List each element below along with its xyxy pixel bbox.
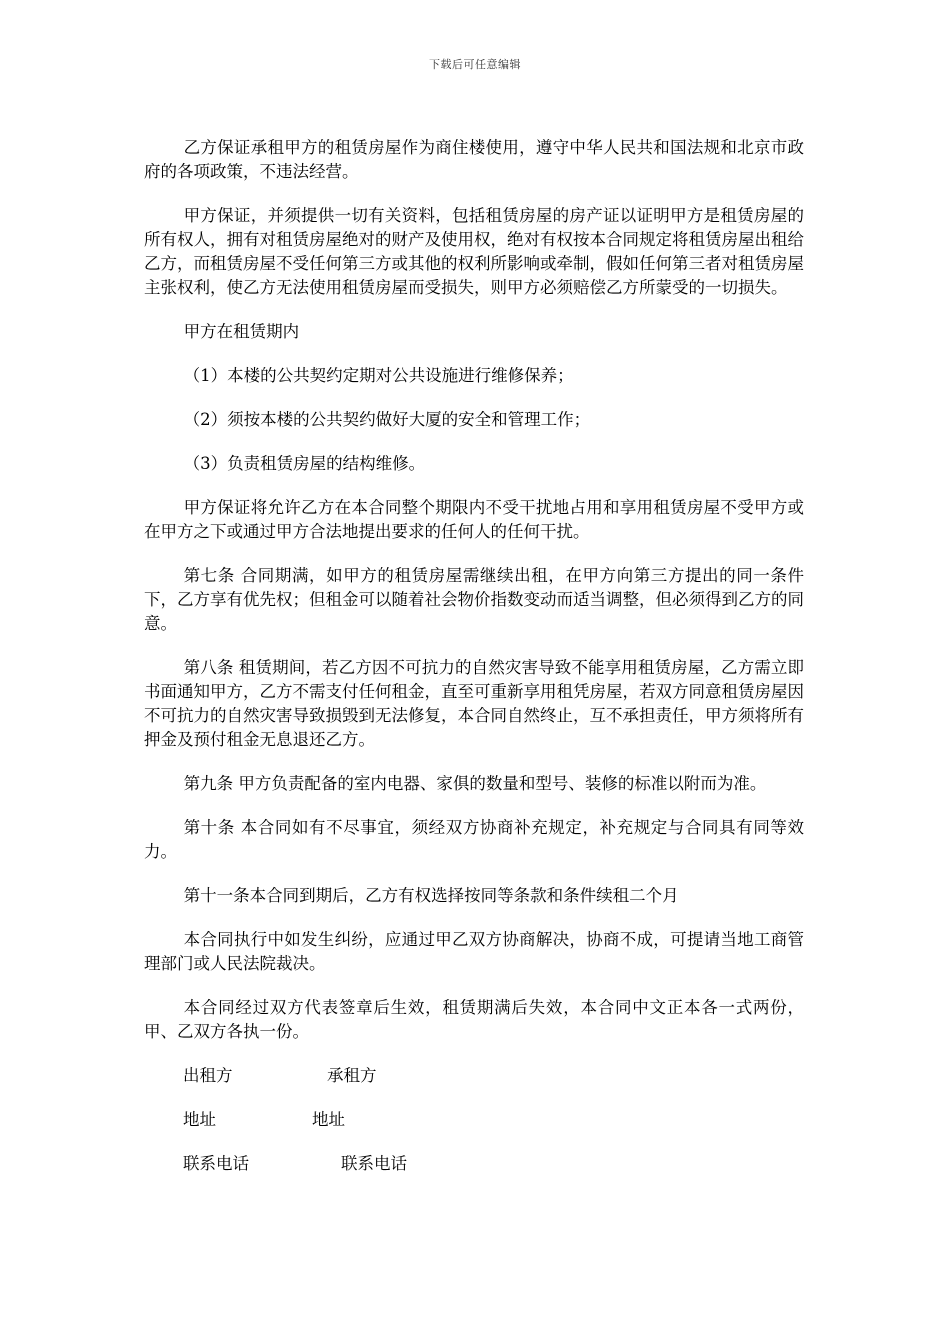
clause-paragraph: 甲方保证将允许乙方在本合同整个期限内不受干扰地占用和享用租赁房屋不受甲方或在甲方之下或通过甲方合法地提出要求的任何人的任何干扰。 [144,498,804,541]
clause-article-9: 第九条 甲方负责配备的室内电器、家俱的数量和型号、装修的标准以附而为准。 [183,774,767,793]
clause-paragraph: 甲方在租赁期内 [183,322,300,341]
clause-paragraph: 本合同经过双方代表签章后生效，租赁期满后失效，本合同中文正本各一式两份，甲、乙双方各执一份。 [144,998,804,1041]
page-header-note: 下载后可任意编辑 [429,58,521,71]
list-item: （1）本楼的公共契约定期对公共设施进行维修保养； [183,366,574,385]
lessee-phone-label: 联系电话 [341,1154,407,1173]
clause-paragraph: 甲方保证，并须提供一切有关资料，包括租赁房屋的房产证以证明甲方是租赁房屋的所有权人，拥有对租赁房屋绝对的财产及使用权，绝对有权按本合同规定将租赁房屋出租给乙方，而租赁房屋不受任何第三方或其他的权利所影响或牵制，假如任何第三者对租赁房屋主张权利，使乙方无法使用租赁房屋而受损失，则甲方必须赔偿乙方所蒙受的一切损失。 [144,206,804,297]
clause-article-10: 第十条 本合同如有不尽事宜，须经双方协商补充规定，补充规定与合同具有同等效力。 [144,818,804,861]
clause-paragraph: 乙方保证承租甲方的租赁房屋作为商住楼使用，遵守中华人民共和国法规和北京市政府的各项政策，不违法经营。 [144,138,804,181]
list-item: （3）负责租赁房屋的结构维修。 [183,454,426,473]
clause-article-7: 第七条 合同期满，如甲方的租赁房屋需继续出租，在甲方向第三方提出的同一条件下，乙方享有优先权；但租金可以随着社会物价指数变动而适当调整，但必须得到乙方的同意。 [144,566,804,633]
clause-article-11: 第十一条本合同到期后，乙方有权选择按同等条款和条件续租二个月 [183,886,679,905]
lessor-address-label: 地址 [183,1110,216,1129]
lessee-label: 承租方 [327,1066,377,1085]
list-item: （2）须按本楼的公共契约做好大厦的安全和管理工作； [183,410,591,429]
clause-paragraph: 本合同执行中如发生纠纷，应通过甲乙双方协商解决，协商不成，可提请当地工商管理部门或人民法院裁决。 [144,930,804,973]
clause-article-8: 第八条 租赁期间，若乙方因不可抗力的自然灾害导致不能享用租赁房屋，乙方需立即书面通知甲方，乙方不需支付任何租金，直至可重新享用租凭房屋，若双方同意租赁房屋因不可抗力的自然灾害导致损毁到无法修复，本合同自然终止，互不承担责任，甲方须将所有押金及预付租金无息退还乙方。 [144,658,804,749]
lessee-address-label: 地址 [312,1110,345,1129]
lessor-phone-label: 联系电话 [183,1154,249,1173]
contract-body [144,136,804,1196]
signature-parties-row [144,1064,804,1088]
signature-address-row [144,1108,804,1132]
signature-phone-row [144,1152,804,1176]
lessor-label: 出租方 [183,1066,233,1085]
